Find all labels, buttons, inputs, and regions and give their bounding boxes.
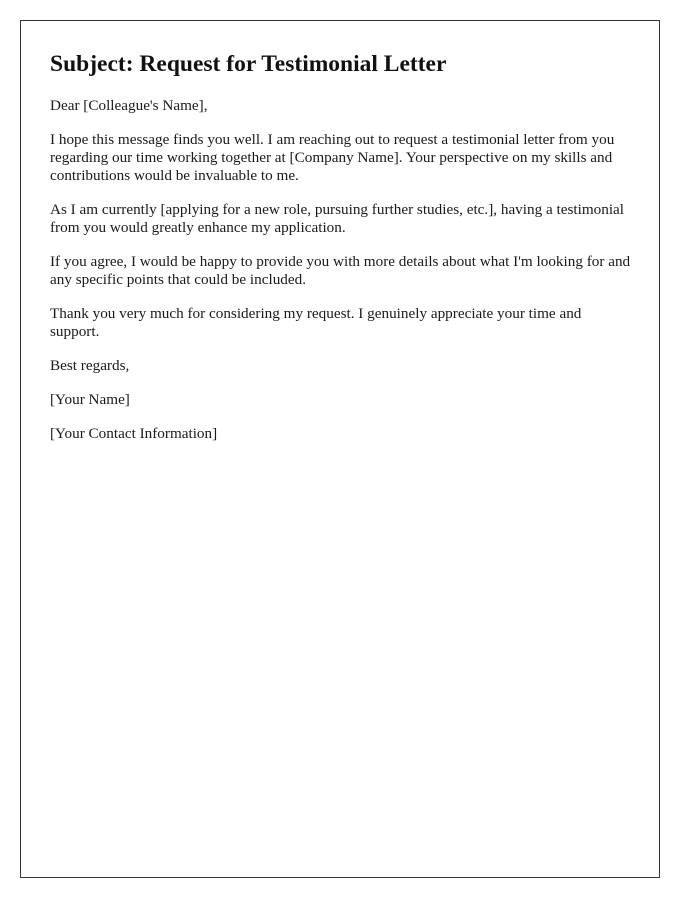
letter-page <box>20 20 660 878</box>
letter-subject: Subject: Request for Testimonial Letter <box>50 51 447 77</box>
closing: Best regards, <box>50 357 130 374</box>
paragraph-intro: I hope this message finds you well. I am reaching out to request a testimonial letter from you regarding our time working together at [Company Name]. Your perspective on my skills and contributions would be invaluable to me. <box>50 131 615 184</box>
paragraph-thanks: Thank you very much for considering my request. I genuinely appreciate your time and support. <box>50 305 582 340</box>
paragraph-purpose: As I am currently [applying for a new role, pursuing further studies, etc.], having a testimonial from you would greatly enhance my application. <box>50 201 625 236</box>
signer-name: [Your Name] <box>50 391 130 408</box>
paragraph-offer: If you agree, I would be happy to provide you with more details about what I'm looking for and any specific points that could be included. <box>50 253 631 288</box>
signer-contact: [Your Contact Information] <box>50 425 218 442</box>
letter-body <box>50 49 632 459</box>
salutation: Dear [Colleague's Name], <box>50 97 208 114</box>
